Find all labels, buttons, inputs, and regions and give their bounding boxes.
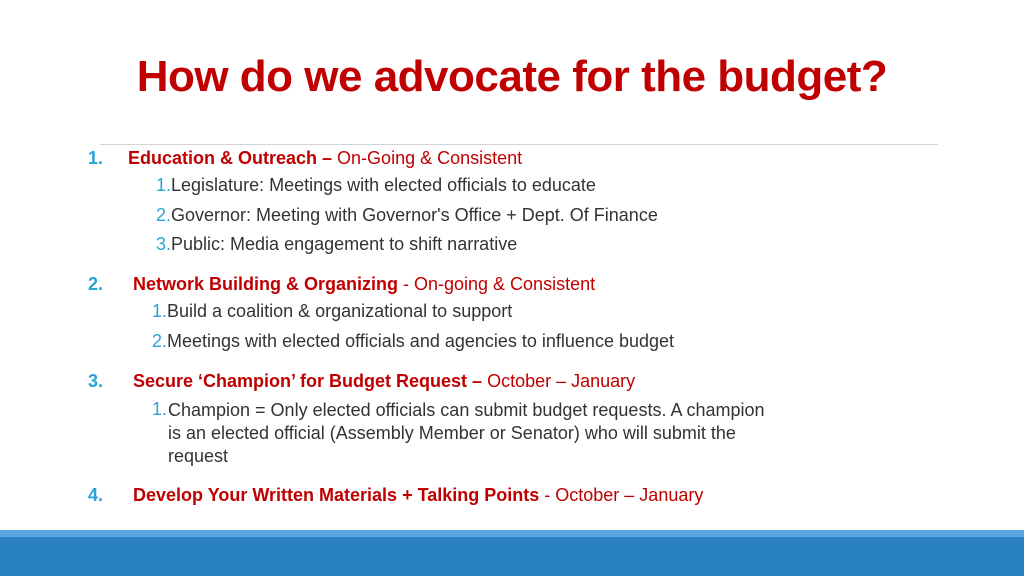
item-1-subitem-1 [156, 175, 596, 196]
item-2-timing: - On-going & Consistent [398, 274, 596, 294]
subitem-text: Legislature: Meetings with elected officials to educate [171, 175, 596, 195]
item-4-number: 4. [88, 485, 104, 505]
subitem-text: Build a coalition & organizational to support [167, 301, 513, 321]
item-2-subitem-1 [152, 301, 512, 322]
item-3-number: 3. [88, 371, 104, 391]
subitem-text: Governor: Meeting with Governor's Office + Dept. Of Finance [171, 205, 658, 225]
subitem-number: 2. [152, 331, 168, 351]
item-3-timing: October – January [482, 371, 636, 391]
subitem-number: 1. [156, 175, 172, 195]
item-2-title: Network Building & Organizing [133, 274, 398, 294]
item-4-timing: - October – January [539, 485, 704, 505]
footer-bar [0, 537, 1024, 576]
subitem-text: Public: Media engagement to shift narrative [171, 234, 518, 254]
item-1-subitem-3 [156, 234, 517, 255]
item-3-title: Secure ‘Champion’ for Budget Request – [133, 371, 483, 391]
item-2-number: 2. [88, 274, 104, 294]
slide-title: How do we advocate for the budget? [136, 52, 888, 101]
item-1-timing: On-Going & Consistent [332, 148, 523, 168]
item-2-subitem-2 [152, 331, 674, 352]
item-1-title: Education & Outreach – [128, 148, 333, 168]
subitem-text: Meetings with elected officials and agencies to influence budget [167, 331, 675, 351]
subitem-number: 3. [156, 234, 172, 254]
footer-accent-strip [0, 530, 1024, 537]
subitem-number: 1. [152, 301, 168, 321]
item-1-number: 1. [88, 148, 104, 168]
subitem-text: Champion = Only elected officials can submit budget requests. A champion is an elected official (Assembly Member or Senator) who will submit the request [168, 400, 765, 466]
subitem-number: 2. [156, 205, 172, 225]
item-1-subitem-2 [156, 205, 658, 226]
subitem-number: 1. [152, 399, 168, 419]
item-4-title: Develop Your Written Materials + Talking Points [133, 485, 540, 505]
